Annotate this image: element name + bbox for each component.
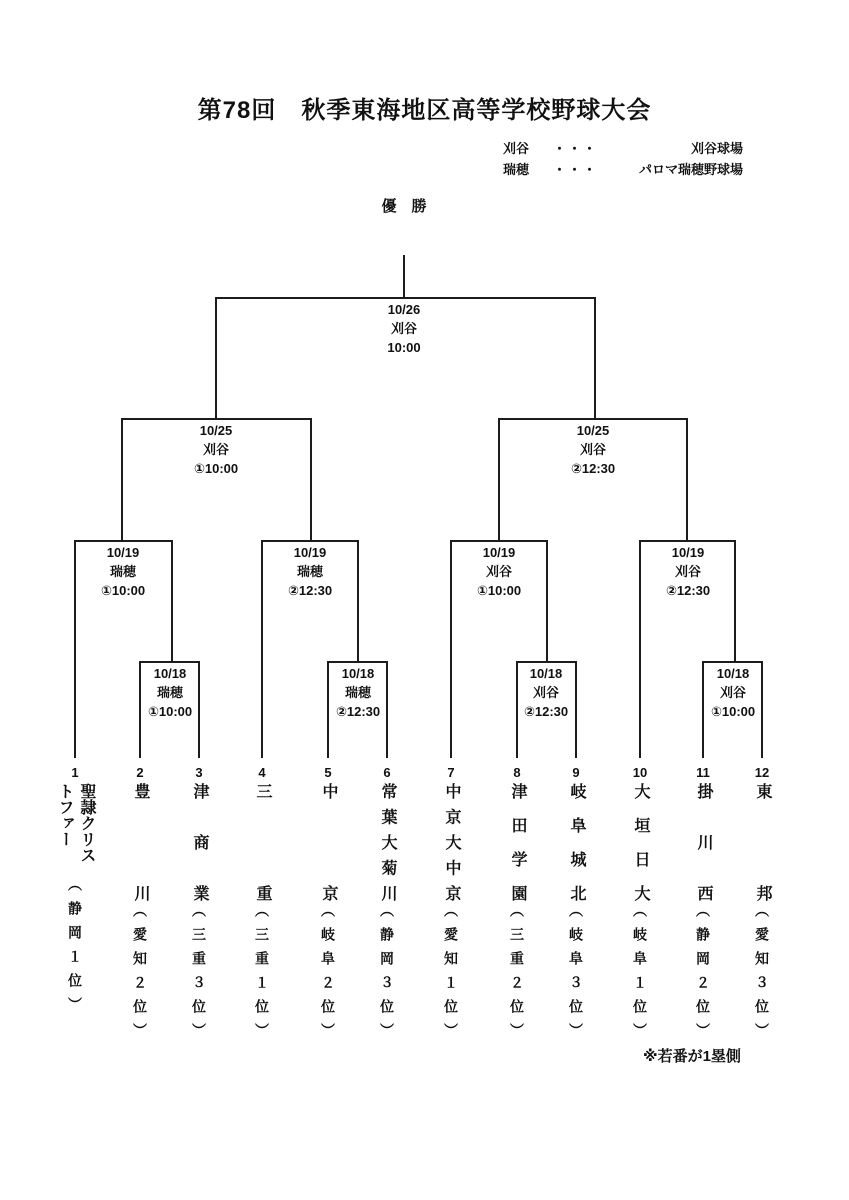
footnote: ※若番が1塁側 <box>643 1048 741 1065</box>
quarterfinal-1-label <box>101 543 145 600</box>
bracket-connector <box>171 540 173 662</box>
first-round-1-label <box>148 664 192 721</box>
team-qualifier: （三重１位） <box>254 903 270 1037</box>
bracket-connector <box>546 540 548 662</box>
team-name: 東邦 <box>754 783 771 901</box>
match-time: ①10:00 <box>710 704 756 719</box>
team-6 <box>376 763 398 1037</box>
team-2 <box>129 763 151 1037</box>
team-qualifier: （静岡３位） <box>379 903 395 1037</box>
bracket-connector <box>121 418 312 420</box>
team-qualifier: （三重３位） <box>191 903 207 1037</box>
team-seed: 2 <box>136 765 144 780</box>
match-date: 10/19 <box>293 545 327 560</box>
bracket-connector <box>261 540 263 758</box>
match-venue: 瑞穂 <box>156 685 184 700</box>
bracket-connector <box>450 540 548 542</box>
quarterfinal-2-label <box>288 543 332 600</box>
team-qualifier: （三重２位） <box>509 903 525 1037</box>
team-10 <box>629 763 651 1037</box>
bracket-connector <box>139 661 200 663</box>
bracket-connector <box>215 297 217 419</box>
bracket-connector <box>498 418 500 541</box>
bracket-connector <box>198 661 200 758</box>
match-time: ①10:00 <box>193 461 239 476</box>
match-date: 10/18 <box>153 666 187 681</box>
bracket-connector <box>686 418 688 541</box>
team-12 <box>751 763 773 1037</box>
first-round-2-label <box>336 664 380 721</box>
team-seed: 8 <box>513 765 521 780</box>
match-date: 10/18 <box>341 666 375 681</box>
match-date: 10/18 <box>529 666 563 681</box>
team-seed: 10 <box>632 765 648 780</box>
bracket-connector <box>386 661 388 758</box>
match-time: ②12:30 <box>335 704 381 719</box>
team-qualifier: （愛知３位） <box>754 903 770 1037</box>
team-name: 大垣日大 <box>632 783 649 901</box>
legend-dots: ・・・ <box>553 162 599 177</box>
bracket-connector <box>74 540 76 758</box>
match-time: ②12:30 <box>665 583 711 598</box>
legend-venue: パロマ瑞穂野球場 <box>638 162 743 177</box>
team-5 <box>317 763 339 1037</box>
match-time: ②12:30 <box>287 583 333 598</box>
match-date: 10/26 <box>387 302 421 317</box>
match-time: 10:00 <box>387 340 421 355</box>
legend-row-mizuho <box>503 158 743 179</box>
match-venue: 刈谷 <box>485 564 513 579</box>
team-qualifier: （愛知２位） <box>132 903 148 1037</box>
team-qualifier: （岐阜３位） <box>568 903 584 1037</box>
legend-row-kariya <box>503 137 743 158</box>
team-seed: 9 <box>572 765 580 780</box>
bracket-connector <box>121 418 123 541</box>
page-title: 第78回 秋季東海地区高等学校野球大会 <box>197 97 652 124</box>
team-qualifier: （静岡２位） <box>695 903 711 1037</box>
team-name: 岐阜城北 <box>568 783 585 901</box>
bracket-connector <box>639 540 641 758</box>
team-seed: 6 <box>383 765 391 780</box>
team-11 <box>692 763 714 1037</box>
team-qualifier: （愛知１位） <box>443 903 459 1037</box>
venue-legend <box>503 137 743 179</box>
bracket-connector <box>734 540 736 662</box>
bracket-connector <box>403 255 405 298</box>
team-1 <box>53 763 97 1011</box>
match-venue: 刈谷 <box>390 321 417 336</box>
match-date: 10/25 <box>199 423 233 438</box>
team-seed: 3 <box>195 765 203 780</box>
legend-abbr: 刈谷 <box>503 141 530 156</box>
team-3 <box>188 763 210 1037</box>
team-name: 津商業 <box>191 783 208 901</box>
champion-label: 優 勝 <box>381 198 427 215</box>
match-time: ①10:00 <box>147 704 193 719</box>
team-name: 中京 <box>320 783 337 901</box>
match-venue: 瑞穂 <box>296 564 324 579</box>
team-name: 津田学園 <box>509 783 526 901</box>
team-seed: 7 <box>447 765 455 780</box>
team-name: 聖隷クリストファー <box>56 783 95 863</box>
team-name: 三重 <box>254 783 271 901</box>
bracket-connector <box>594 297 596 419</box>
match-venue: 刈谷 <box>719 685 747 700</box>
legend-abbr: 瑞穂 <box>503 162 530 177</box>
first-round-3-label <box>524 664 568 721</box>
bracket-connector <box>702 661 763 663</box>
match-date: 10/19 <box>482 545 516 560</box>
bracket-connector <box>215 297 596 299</box>
bracket-connector <box>327 661 329 758</box>
bracket-connector <box>516 661 518 758</box>
bracket-connector <box>261 540 359 542</box>
bracket-connector <box>74 540 173 542</box>
bracket-connector <box>761 661 763 758</box>
match-venue: 瑞穂 <box>344 685 372 700</box>
match-time: ②12:30 <box>523 704 569 719</box>
team-9 <box>565 763 587 1037</box>
team-name: 掛川西 <box>695 783 712 901</box>
bracket-connector <box>575 661 577 758</box>
team-4 <box>251 763 273 1037</box>
match-time: ①10:00 <box>100 583 146 598</box>
match-date: 10/25 <box>576 423 610 438</box>
team-name: 常葉大菊川 <box>379 783 396 901</box>
match-venue: 刈谷 <box>579 442 607 457</box>
team-name: 豊川 <box>132 783 149 901</box>
match-venue: 刈谷 <box>532 685 560 700</box>
legend-venue: 刈谷球場 <box>690 141 743 156</box>
team-qualifier: （静岡１位） <box>67 877 83 1011</box>
match-time: ②12:30 <box>570 461 616 476</box>
bracket-connector <box>498 418 688 420</box>
bracket-connector <box>357 540 359 662</box>
bracket-connector <box>327 661 388 663</box>
team-qualifier: （岐阜１位） <box>632 903 648 1037</box>
match-time: ①10:00 <box>476 583 522 598</box>
team-seed: 5 <box>324 765 332 780</box>
team-seed: 11 <box>696 765 710 780</box>
bracket-connector <box>702 661 704 758</box>
match-date: 10/19 <box>106 545 140 560</box>
team-seed: 12 <box>754 765 770 780</box>
match-date: 10/19 <box>671 545 705 560</box>
bracket-connector <box>639 540 736 542</box>
match-venue: 瑞穂 <box>109 564 137 579</box>
match-venue: 刈谷 <box>674 564 702 579</box>
bracket-connector <box>310 418 312 541</box>
first-round-4-label <box>711 664 755 721</box>
semifinal-2-label <box>571 421 615 478</box>
bracket-connector <box>516 661 577 663</box>
bracket-connector <box>139 661 141 758</box>
quarterfinal-3-label <box>477 543 521 600</box>
team-seed: 1 <box>71 765 79 780</box>
match-venue: 刈谷 <box>202 442 230 457</box>
bracket-connector <box>450 540 452 758</box>
team-7 <box>440 763 462 1037</box>
match-date: 10/18 <box>716 666 750 681</box>
team-8 <box>506 763 528 1037</box>
semifinal-1-label <box>194 421 238 478</box>
final-match-label <box>387 300 420 357</box>
team-qualifier: （岐阜２位） <box>320 903 336 1037</box>
legend-dots: ・・・ <box>553 141 599 156</box>
team-name: 中京大中京 <box>443 783 460 901</box>
quarterfinal-4-label <box>666 543 710 600</box>
team-seed: 4 <box>258 765 266 780</box>
